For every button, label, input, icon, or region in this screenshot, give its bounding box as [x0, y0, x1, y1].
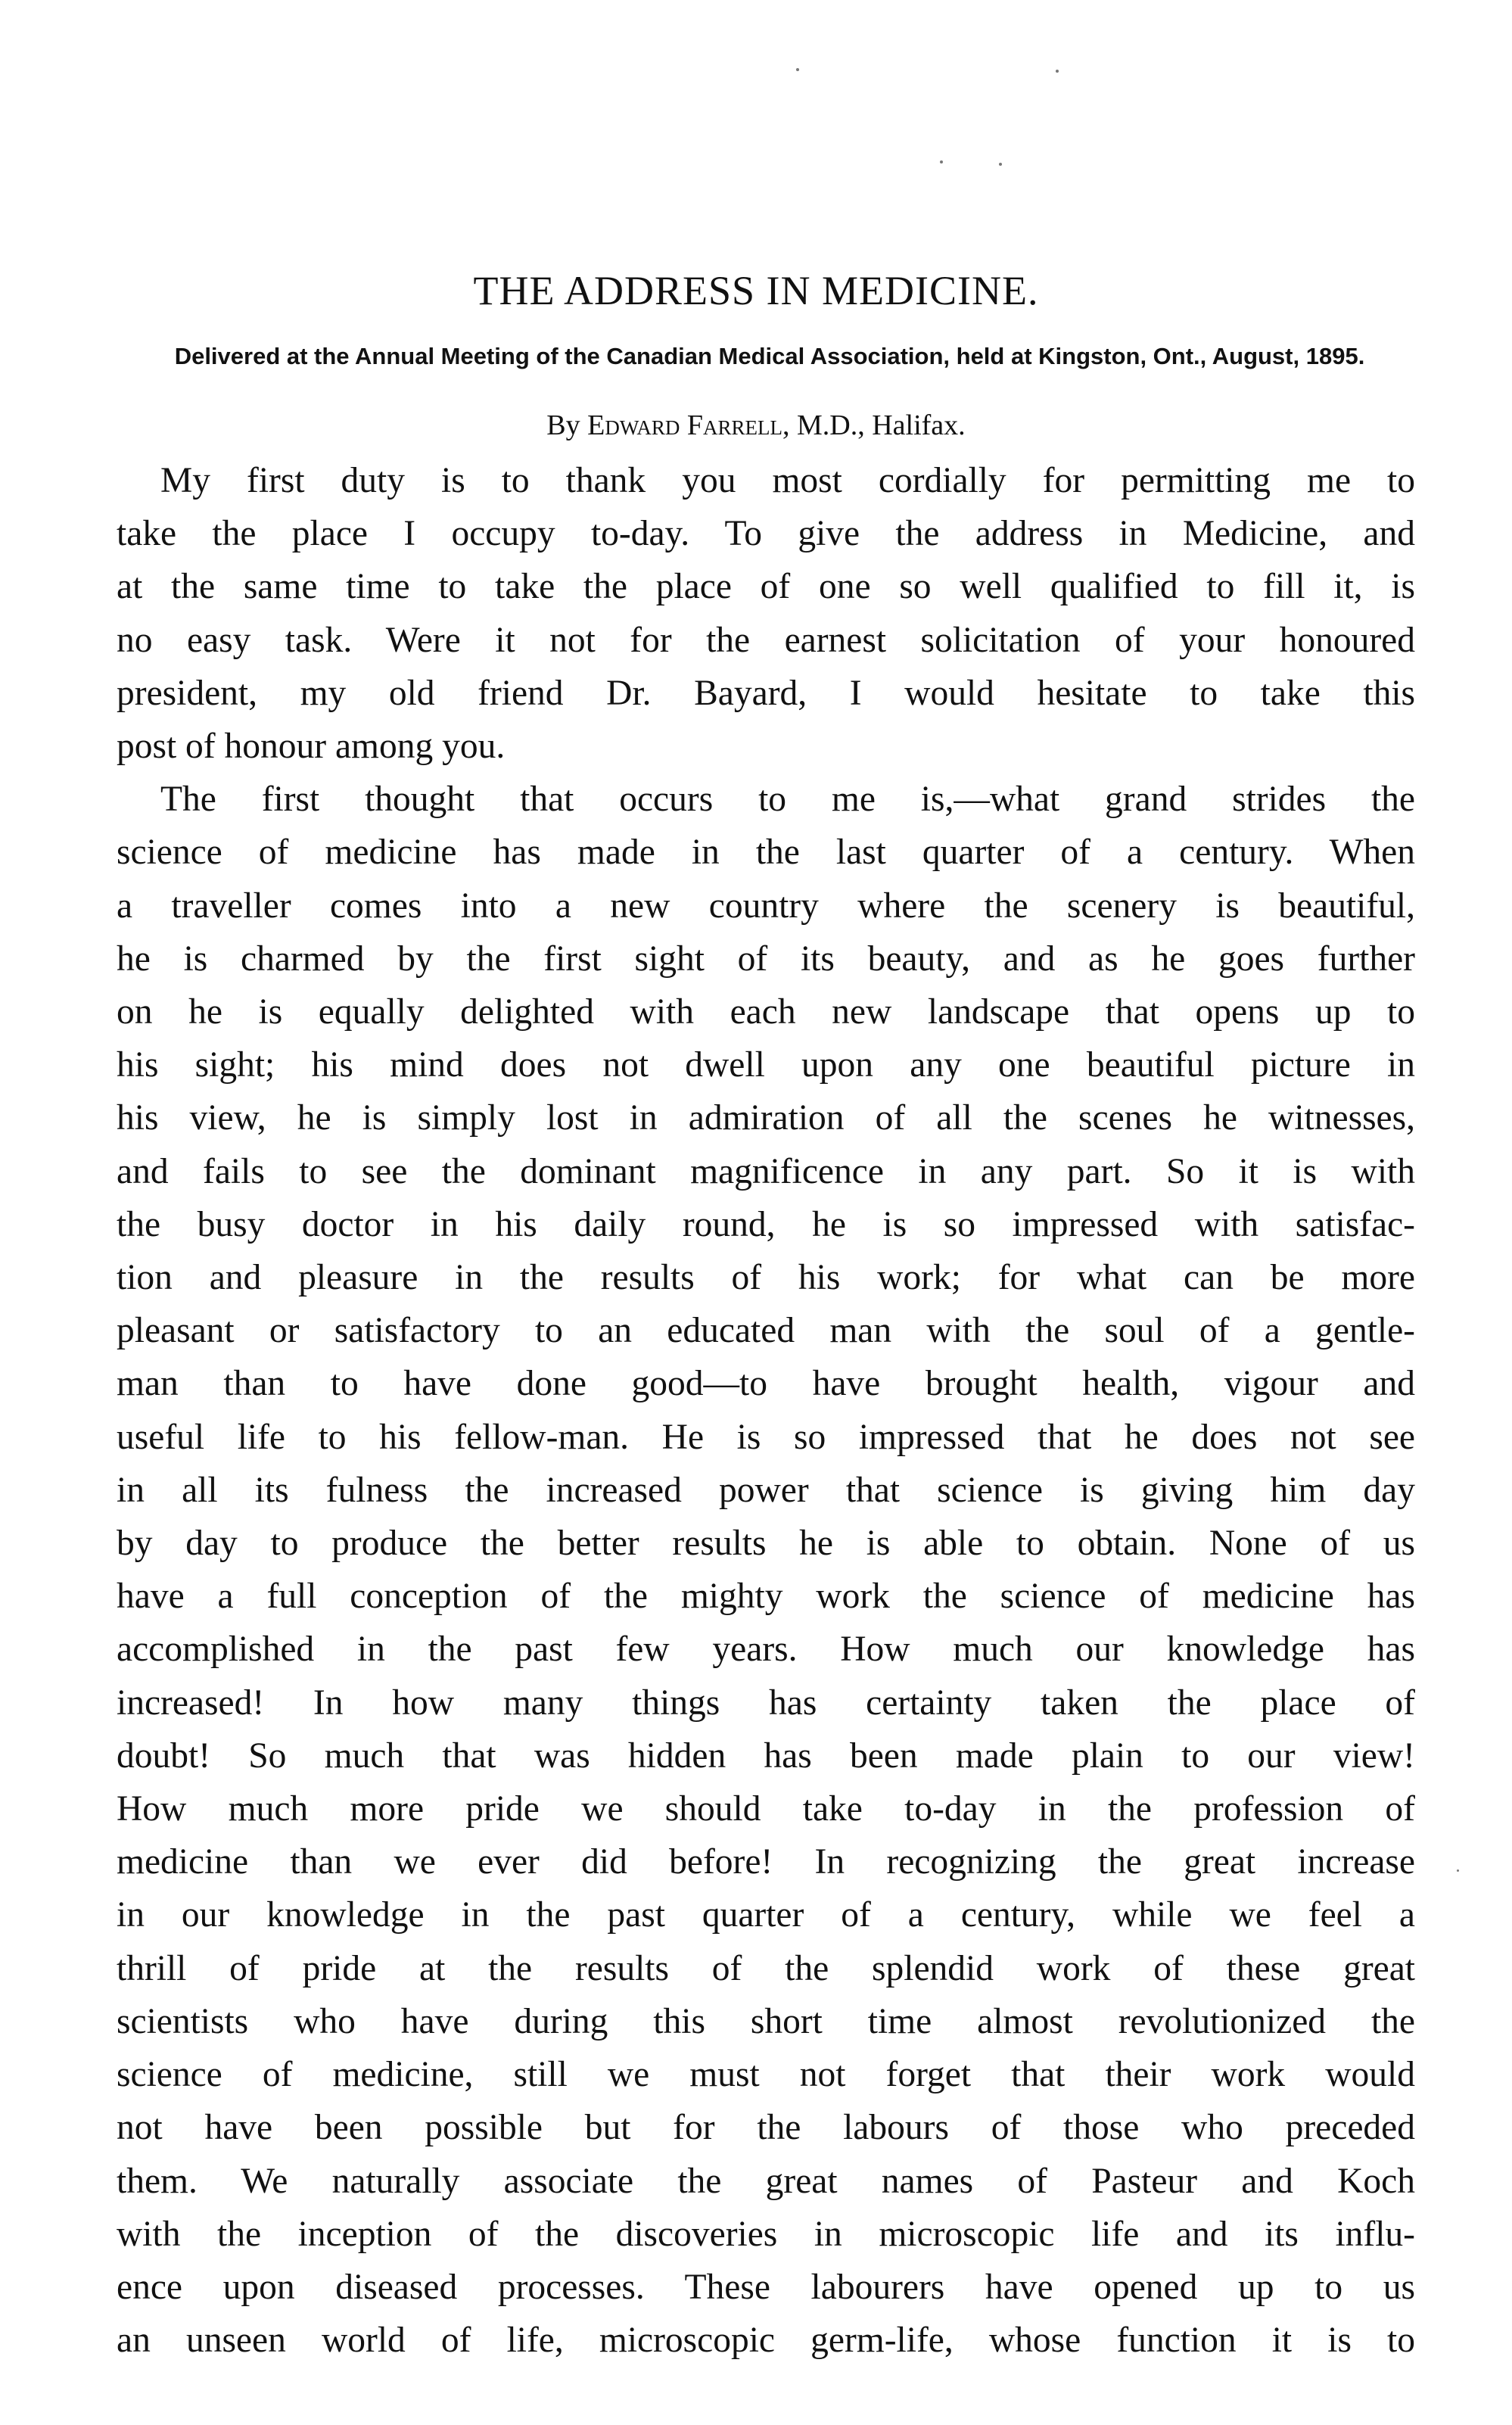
page-title: THE ADDRESS IN MEDICINE. [473, 268, 1039, 313]
paragraph [117, 773, 1415, 2367]
text-line: man than to have done good—to have brought health, vigour and [117, 1364, 1415, 1404]
text-line: at the same time to take the place of one so well qualified to fill it, is [117, 567, 1415, 607]
text-line: his sight; his mind does not dwell upon any one beautiful picture in [117, 1045, 1415, 1085]
text-line: not have been possible but for the labours of those who preceded [117, 2108, 1415, 2148]
text-line: his view, he is simply lost in admiration of all the scenes he witnesses, [117, 1098, 1415, 1138]
text-line: accomplished in the past few years. How much our knowledge has [117, 1630, 1415, 1670]
text-line: ence upon diseased processes. These labourers have opened up to us [117, 2267, 1415, 2307]
byline-prefix: By [546, 409, 580, 441]
text-line: How much more pride we should take to-day in the profession of [117, 1789, 1415, 1829]
text-line: take the place I occupy to-day. To give the address in Medicine, and [117, 514, 1415, 554]
byline-author: Edward Farrell [587, 409, 782, 441]
text-line: science of medicine, still we must not forget that their work would [117, 2055, 1415, 2095]
text-line: no easy task. Were it not for the earnest solicitation of your honoured [117, 620, 1415, 660]
text-line: in our knowledge in the past quarter of a century, while we feel a [117, 1895, 1415, 1935]
delivery-note: Delivered at the Annual Meeting of the Canadian Medical Association, held at Kingston, Ont., August, 1895. [174, 343, 1365, 369]
text-line: increased! In how many things has certainty taken the place of [117, 1683, 1415, 1723]
paragraph [117, 454, 1415, 773]
text-line: have a full conception of the mighty work the science of medicine has [117, 1577, 1415, 1617]
text-line: he is charmed by the first sight of its beauty, and as he goes further [117, 939, 1415, 979]
text-line: scientists who have during this short time almost revolutionized the [117, 2001, 1415, 2041]
text-line: with the inception of the discoveries in microscopic life and its influ- [117, 2214, 1415, 2254]
text-line: thrill of pride at the results of the splendid work of these great [117, 1948, 1415, 1988]
text-line: by day to produce the better results he is able to obtain. None of us [117, 1524, 1415, 1564]
text-line: doubt! So much that was hidden has been made plain to our view! [117, 1735, 1415, 1776]
text-line: a traveller comes into a new country where the scenery is beautiful, [117, 886, 1415, 926]
text-line: medicine than we ever did before! In recognizing the great increase [117, 1842, 1415, 1882]
body-text [117, 454, 1415, 2367]
text-line: in all its fulness the increased power that science is giving him day [117, 1470, 1415, 1510]
text-line: post of honour among you. [117, 727, 506, 767]
text-line: science of medicine has made in the last quarter of a century. When [117, 833, 1415, 873]
text-line: useful life to his fellow-man. He is so impressed that he does not see [117, 1417, 1415, 1457]
byline-suffix: , M.D., Halifax. [782, 409, 966, 441]
text-line: president, my old friend Dr. Bayard, I would hesitate to take this [117, 673, 1415, 713]
text-line: them. We naturally associate the great names of Pasteur and Koch [117, 2161, 1415, 2201]
author-byline [0, 407, 1512, 444]
text-line: and fails to see the dominant magnificence in any part. So it is with [117, 1151, 1415, 1191]
text-line: on he is equally delighted with each new landscape that opens up to [117, 992, 1415, 1032]
text-line: an unseen world of life, microscopic germ-life, whose function it is to [117, 2321, 1415, 2361]
text-line: pleasant or satisfactory to an educated man with the soul of a gentle- [117, 1311, 1415, 1351]
text-line: the busy doctor in his daily round, he is so impressed with satisfac- [117, 1204, 1415, 1244]
text-line: My first duty is to thank you most cordially for permitting me to [160, 461, 1415, 500]
text-line: tion and pleasure in the results of his work; for what can be more [117, 1258, 1415, 1298]
text-line: The first thought that occurs to me is,—what grand strides the [160, 780, 1415, 820]
